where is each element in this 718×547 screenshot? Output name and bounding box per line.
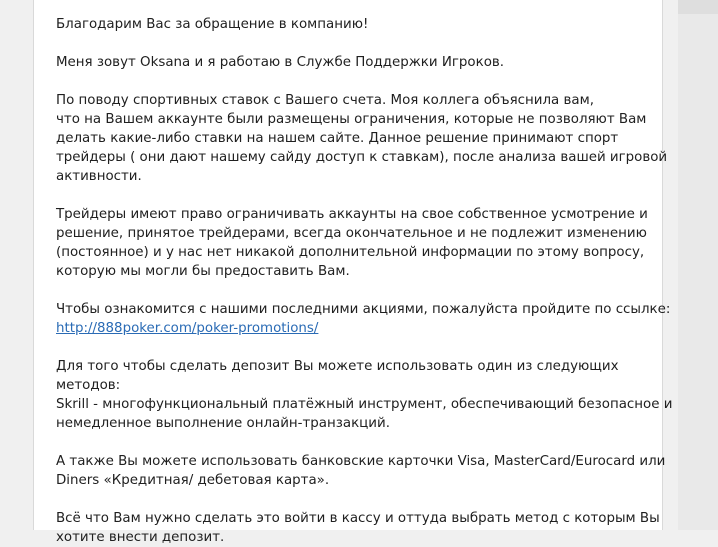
promotions-link[interactable]: http://888poker.com/poker-promotions/	[56, 321, 319, 336]
paragraph-bank-cards	[56, 452, 666, 490]
text-line: Diners «Кредитная/ дебетовая карта».	[56, 473, 330, 488]
greeting-line: Благодарим Вас за обращение в компанию!	[56, 17, 369, 32]
text-line: трейдеры ( они дают нашему сайду доступ к ставкам), после анализа вашей игровой	[56, 150, 668, 165]
text-line: немедленное выполнение онлайн-транзакций.	[56, 416, 390, 431]
text-line: методов:	[56, 378, 121, 393]
text-line: А также Вы можете использовать банковские карточки Visa, MasterCard/Eurocard или	[56, 454, 666, 469]
paragraph-traders-decision	[56, 205, 661, 281]
text-line: Всё что Вам нужно сделать это войти в кассу и оттуда выбрать метод с которым Вы	[56, 511, 660, 526]
text-line: что на Вашем аккаунте были размещены ограничения, которые не позволяют Вам	[56, 112, 647, 127]
text-line: Skrill - многофункциональный платёжный инструмент, обеспечивающий безопасное и	[56, 397, 673, 412]
email-body	[56, 15, 673, 547]
text-line: хотите внести депозит.	[56, 530, 225, 545]
text-line: делать какие-либо ставки на нашем сайте. Данное решение принимают спорт	[56, 131, 619, 146]
intro-line: Меня зовут Oksana и я работаю в Службе Поддержки Игроков.	[56, 55, 505, 70]
text-line: Трейдеры имеют право ограничивать аккаунты на свое собственное усмотрение и	[56, 207, 648, 222]
text-line: Чтобы ознакомится с нашими последними акциями, пожалуйста пройдите по ссылке:	[56, 302, 671, 317]
paragraph-betting-restrictions	[56, 91, 668, 186]
text-line: решение, принятое трейдерами, всегда окончательное и не подлежит изменению	[56, 226, 647, 241]
left-gutter	[0, 0, 33, 530]
paragraph-promotions	[56, 300, 671, 338]
paragraph-cashier	[56, 509, 661, 547]
text-line: активности.	[56, 169, 142, 184]
text-line: По поводу спортивных ставок с Вашего счета. Моя коллега объяснила вам,	[56, 93, 594, 108]
right-gutter	[678, 0, 718, 530]
paragraph-deposit-methods	[56, 357, 673, 433]
text-line: которую мы могли бы предоставить Вам.	[56, 264, 350, 279]
text-line: (постоянное) и у нас нет никакой дополнительной информации по этому вопросу,	[56, 245, 645, 260]
email-message-pane	[33, 0, 673, 545]
text-line: Для того чтобы сделать депозит Вы можете использовать один из следующих	[56, 359, 619, 374]
